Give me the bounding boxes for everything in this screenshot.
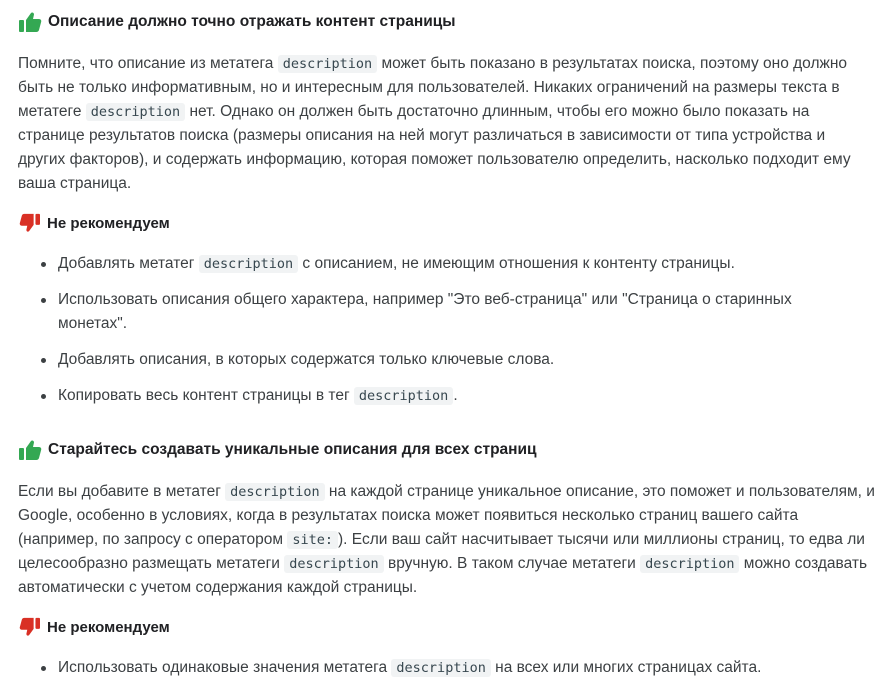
text-span: Помните, что описание из метатега <box>18 55 278 72</box>
text-span: . <box>453 387 458 404</box>
section-heading-unique-descriptions <box>18 439 537 461</box>
section-heading-text: Описание должно точно отражать контент страницы <box>48 13 456 30</box>
not-recommended-heading <box>19 213 170 233</box>
thumbs-down-icon <box>19 213 41 233</box>
code-snippet: description <box>86 103 185 121</box>
paragraph <box>18 52 868 196</box>
text-span: на каждой странице уникальное описание, это поможет и пользователям, и Google, особенно в условиях, когда в результатах поиска может появиться несколько страниц вашего сайта (например, по запросу с оператором <box>18 483 875 548</box>
list-item <box>18 656 868 680</box>
list-item <box>18 384 868 408</box>
code-snippet: description <box>640 555 739 573</box>
code-snippet: description <box>284 555 383 573</box>
code-snippet: description <box>354 387 453 405</box>
section-heading-text: Старайтесь создавать уникальные описания для всех страниц <box>48 441 537 458</box>
text-span: на всех или многих страницах сайта. <box>490 659 762 676</box>
text-span: можно создавать автоматически с учетом содержания каждой страницы. <box>18 555 868 596</box>
thumbs-down-icon <box>19 617 41 637</box>
text-span: может быть показано в результатах поиска, поэтому оно должно быть не только информативным, но и интересным для пользователей. Никаких ограничений на размеры текста в метатеге <box>18 55 848 120</box>
text-span: Копировать весь контент страницы в тег <box>58 387 354 404</box>
text-span: Использовать одинаковые значения метатега <box>58 659 392 676</box>
not-recommended-list <box>18 656 868 680</box>
text-span: ). Если ваш сайт насчитывает тысячи или миллионы страниц, то едва ли целесообразно размещать метатеги <box>18 531 865 572</box>
section-heading-accurate-description <box>18 11 456 33</box>
code-snippet: description <box>199 255 298 273</box>
text-span: нет. Однако он должен быть достаточно длинным, чтобы его можно было показать на странице результатов поиска (размеры описания на ней могут различаться в зависимости от типа устройства и других факторов), и содержать информацию, которая поможет пользователю определить, насколько подходит ему ваша страница. <box>18 103 851 192</box>
thumbs-up-icon <box>18 439 42 461</box>
paragraph <box>18 480 876 600</box>
code-snippet: description <box>278 55 377 73</box>
thumbs-up-icon <box>18 11 42 33</box>
text-span: вручную. В таком случае метатеги <box>383 555 641 572</box>
not-recommended-text: Не рекомендуем <box>47 214 170 232</box>
code-snippet: description <box>391 659 490 677</box>
code-snippet: site: <box>287 531 338 549</box>
list-item: Добавлять описания, в которых содержатся только ключевые слова. <box>18 348 868 372</box>
code-snippet: description <box>225 483 324 501</box>
list-item <box>18 252 868 276</box>
list-item: Использовать описания общего характера, например "Это веб-страница" или "Страница о старинных монетах". <box>18 288 868 336</box>
text-span: Добавлять метатег <box>58 255 199 272</box>
not-recommended-text: Не рекомендуем <box>47 618 170 636</box>
not-recommended-heading <box>19 617 170 637</box>
text-span: с описанием, не имеющим отношения к контенту страницы. <box>298 255 735 272</box>
text-span: Если вы добавите в метатег <box>18 483 226 500</box>
not-recommended-list <box>18 252 868 408</box>
